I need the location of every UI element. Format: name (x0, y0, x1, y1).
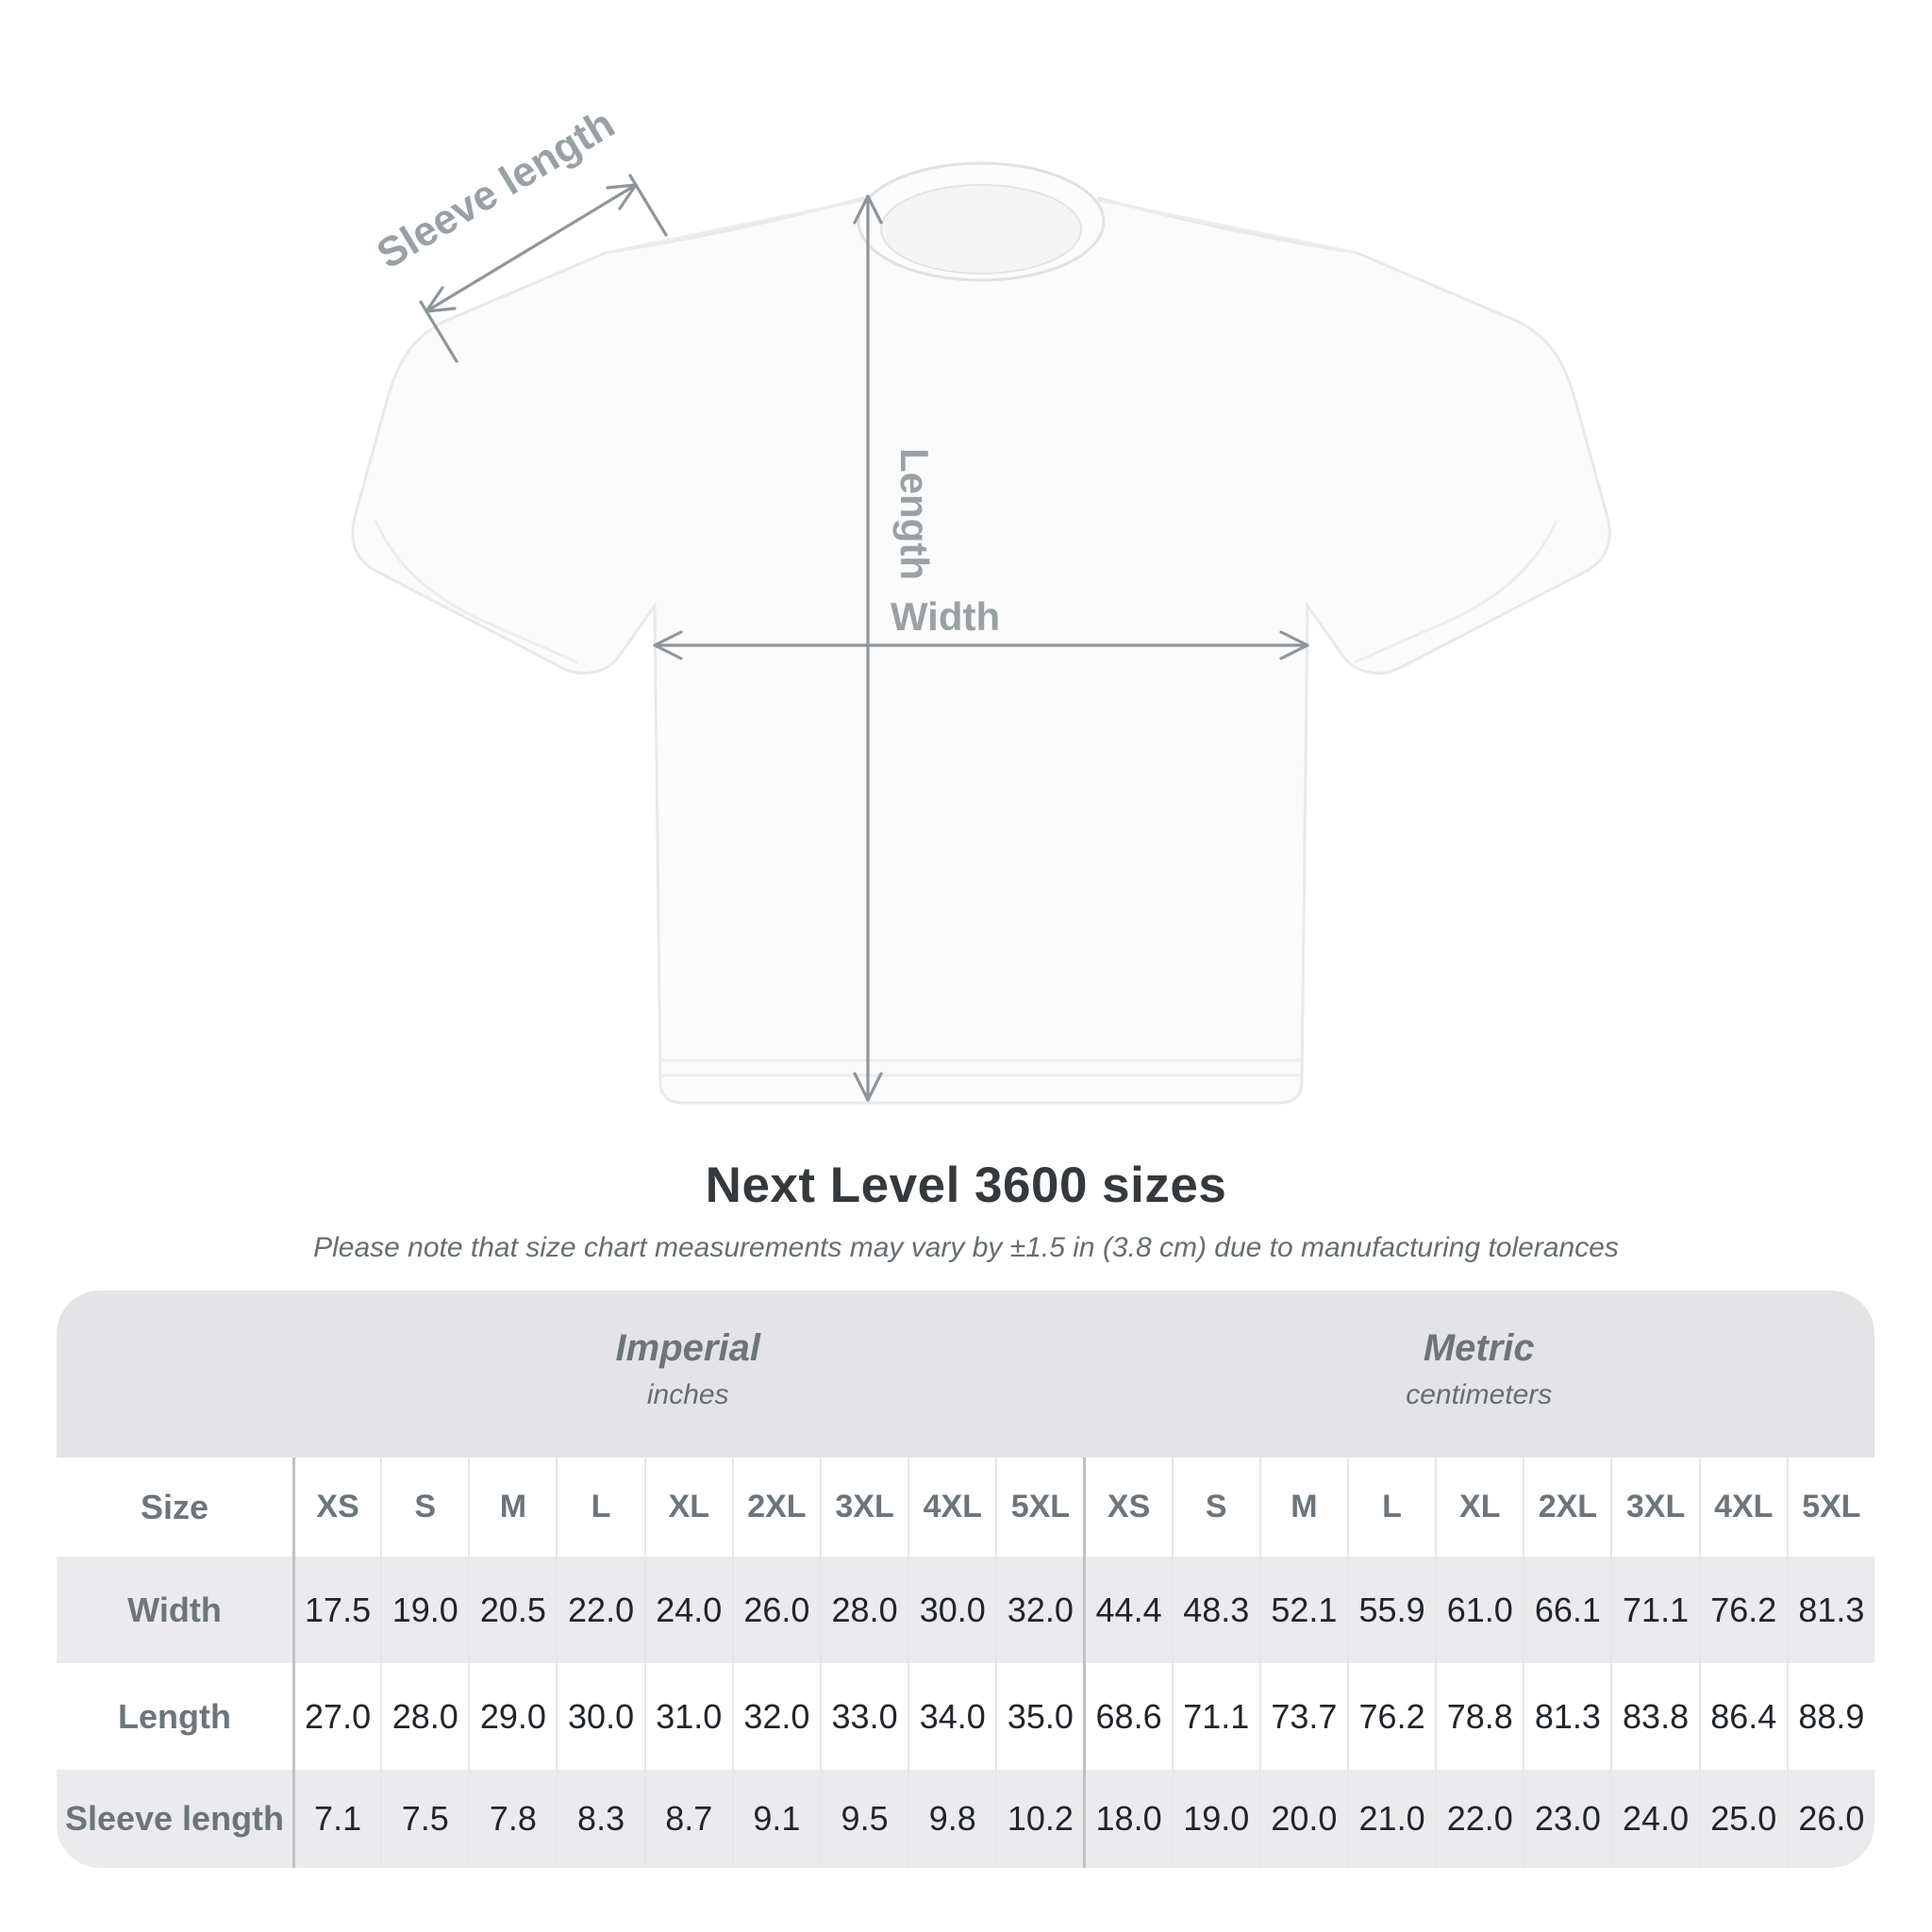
value-cell: 31.0 (644, 1663, 732, 1770)
size-column-label: Size (140, 1487, 209, 1526)
imperial-title: Imperial (615, 1327, 760, 1369)
page-title: Next Level 3600 sizes (705, 1158, 1227, 1213)
table-header (57, 1291, 1874, 1457)
value-cell: 27.0 (292, 1663, 380, 1770)
value-cell: 32.0 (732, 1663, 820, 1770)
value-cell: 25.0 (1699, 1770, 1787, 1868)
size-col-header: XL (1435, 1457, 1523, 1557)
imperial-unit: inches (646, 1379, 729, 1410)
value-cell: 21.0 (1347, 1770, 1435, 1868)
metric-title: Metric (1423, 1327, 1535, 1369)
value-cell: 34.0 (908, 1663, 995, 1770)
metric-section-header (1084, 1291, 1875, 1457)
value-cell: 7.5 (380, 1770, 468, 1868)
value-cell: 9.1 (732, 1770, 820, 1868)
value-cell: 28.0 (820, 1557, 908, 1663)
value-cell: 78.8 (1435, 1663, 1523, 1770)
size-col-header: 5XL (995, 1457, 1083, 1557)
value-cell: 88.9 (1787, 1663, 1874, 1770)
value-cell: 17.5 (292, 1557, 380, 1663)
metric-unit: centimeters (1406, 1379, 1553, 1410)
value-cell: 48.3 (1172, 1557, 1259, 1663)
width-label: Width (890, 594, 1001, 639)
value-cell: 9.5 (820, 1770, 908, 1868)
size-table (57, 1291, 1874, 1868)
table-body (57, 1557, 1874, 1868)
size-col-header: 4XL (1699, 1457, 1787, 1557)
row-label: Sleeve length (64, 1799, 285, 1838)
value-cell: 10.2 (995, 1770, 1083, 1868)
value-cell: 23.0 (1523, 1770, 1610, 1868)
size-col-header: L (556, 1457, 643, 1557)
value-cell: 19.0 (1172, 1770, 1259, 1868)
value-cell: 83.8 (1610, 1663, 1698, 1770)
sleeve-length-label: Sleeve length (369, 100, 623, 278)
size-header-row (57, 1457, 1874, 1557)
measurement-row (57, 1663, 1874, 1770)
size-col-header: 3XL (1610, 1457, 1698, 1557)
size-col-header: XS (1083, 1457, 1171, 1557)
value-cell: 8.3 (556, 1770, 643, 1868)
value-cell: 7.1 (292, 1770, 380, 1868)
value-cell: 7.8 (468, 1770, 556, 1868)
value-cell: 28.0 (380, 1663, 468, 1770)
value-cell: 44.4 (1083, 1557, 1171, 1663)
value-cell: 76.2 (1347, 1663, 1435, 1770)
value-cell: 24.0 (644, 1557, 732, 1663)
value-cell: 29.0 (468, 1663, 556, 1770)
tolerance-note: Please note that size chart measurements may vary by ±1.5 in (3.8 cm) due to manufacturing tolerances (313, 1232, 1619, 1263)
value-cell: 61.0 (1435, 1557, 1523, 1663)
size-col-header: 2XL (1523, 1457, 1610, 1557)
value-cell: 30.0 (556, 1663, 643, 1770)
value-cell: 55.9 (1347, 1557, 1435, 1663)
size-col-header: XL (644, 1457, 732, 1557)
size-col-header: 3XL (820, 1457, 908, 1557)
value-cell: 19.0 (380, 1557, 468, 1663)
value-cell: 22.0 (556, 1557, 643, 1663)
row-label: Width (127, 1590, 222, 1629)
value-cell: 52.1 (1259, 1557, 1347, 1663)
size-col-header: L (1347, 1457, 1435, 1557)
size-col-header: XS (292, 1457, 380, 1557)
size-col-header: 2XL (732, 1457, 820, 1557)
value-cell: 66.1 (1523, 1557, 1610, 1663)
size-col-header: M (468, 1457, 556, 1557)
size-col-header: 4XL (908, 1457, 995, 1557)
value-cell: 76.2 (1699, 1557, 1787, 1663)
measurement-row (57, 1770, 1874, 1868)
size-col-header: S (1172, 1457, 1259, 1557)
row-label: Length (118, 1696, 231, 1736)
value-cell: 20.5 (468, 1557, 556, 1663)
value-cell: 8.7 (644, 1770, 732, 1868)
value-cell: 81.3 (1523, 1663, 1610, 1770)
imperial-section-header (292, 1291, 1084, 1457)
value-cell: 9.8 (908, 1770, 995, 1868)
value-cell: 20.0 (1259, 1770, 1347, 1868)
value-cell: 73.7 (1259, 1663, 1347, 1770)
value-cell: 68.6 (1083, 1663, 1171, 1770)
value-cell: 33.0 (820, 1663, 908, 1770)
value-cell: 26.0 (1787, 1770, 1874, 1868)
value-cell: 71.1 (1610, 1557, 1698, 1663)
value-cell: 22.0 (1435, 1770, 1523, 1868)
measurement-row (57, 1557, 1874, 1663)
value-cell: 26.0 (732, 1557, 820, 1663)
value-cell: 81.3 (1787, 1557, 1874, 1663)
value-cell: 32.0 (995, 1557, 1083, 1663)
value-cell: 24.0 (1610, 1770, 1698, 1868)
value-cell: 18.0 (1083, 1770, 1171, 1868)
length-label: Length (892, 448, 937, 580)
tshirt-body (353, 198, 1609, 1103)
size-col-header: S (380, 1457, 468, 1557)
collar-inner (881, 185, 1081, 274)
value-cell: 35.0 (995, 1663, 1083, 1770)
size-col-header: 5XL (1787, 1457, 1874, 1557)
value-cell: 86.4 (1699, 1663, 1787, 1770)
value-cell: 71.1 (1172, 1663, 1259, 1770)
size-col-header: M (1259, 1457, 1347, 1557)
value-cell: 30.0 (908, 1557, 995, 1663)
